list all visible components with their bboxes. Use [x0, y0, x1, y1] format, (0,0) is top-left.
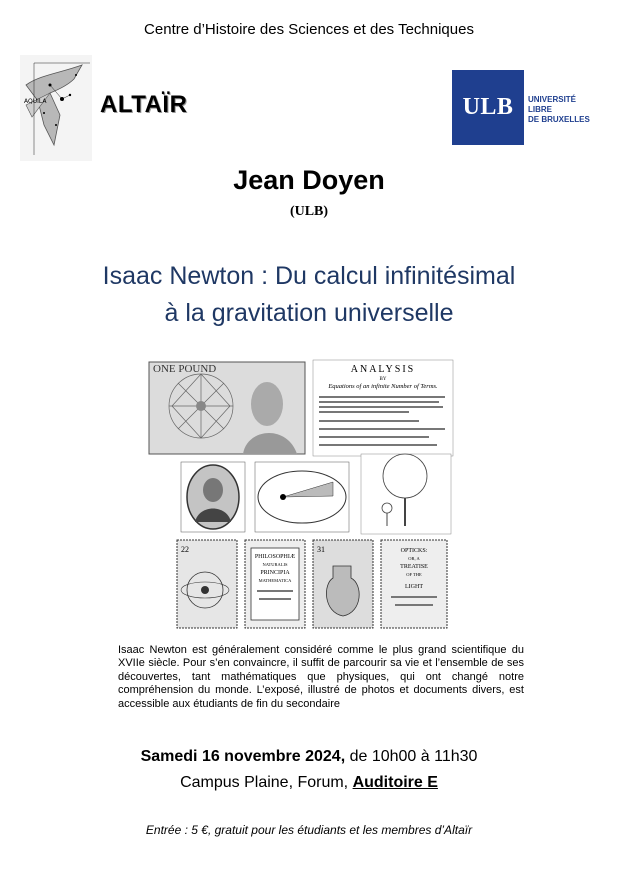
svg-text:MATHEMATICA: MATHEMATICA [258, 578, 292, 583]
ulb-fullname [528, 95, 590, 125]
svg-text:TREATISE: TREATISE [400, 564, 428, 570]
svg-text:BY: BY [379, 377, 387, 382]
ulb-line: DE BRUXELLES [528, 115, 590, 124]
svg-text:OPTICKS:: OPTICKS: [400, 548, 428, 554]
portrait-image [181, 462, 245, 532]
event-datetime [0, 748, 618, 766]
orbit-diagram-image [255, 462, 349, 532]
altair-name: ALTAÏR [100, 91, 188, 118]
svg-text:LIGHT: LIGHT [405, 584, 423, 590]
event-location [0, 774, 618, 792]
banknote-text: ONE POUND [153, 363, 217, 375]
svg-text:31: 31 [317, 545, 325, 554]
event-date: Samedi 16 novembre 2024, [140, 748, 346, 765]
speaker-affiliation: (ULB) [289, 204, 329, 219]
analysis-page-image [313, 360, 453, 456]
apple-tree-image [361, 454, 451, 534]
svg-text:PRINCIPIA: PRINCIPIA [260, 570, 290, 576]
svg-text:NATURALIS: NATURALIS [262, 562, 288, 567]
event-time: de 10h00 à 11h30 [345, 748, 478, 765]
svg-text:Equations of an infinite Numbe: Equations of an infinite Number of Terms. [328, 383, 438, 390]
newton-collage [147, 358, 455, 632]
svg-text:OR, A: OR, A [408, 556, 420, 561]
analysis-title: ANALYSIS [350, 364, 416, 375]
talk-title-line1: Isaac Newton : Du calcul infinitésimal [102, 262, 516, 290]
event-room: Auditoire E [352, 774, 438, 791]
altair-constellation-logo [20, 55, 92, 161]
ulb-logo [452, 70, 524, 145]
institution-header: Centre d’Histoire des Sciences et des Techniques [144, 21, 474, 38]
speaker-name: Jean Doyen [233, 165, 385, 195]
aquila-label: AQUILA [24, 98, 47, 105]
event-place: Campus Plaine, Forum, [180, 774, 353, 791]
stamp-principia-image [245, 540, 305, 628]
talk-description: Isaac Newton est généralement considéré comme le plus grand scientifique du XVIIe siècle. Pour s’en convaincre, il suffit de parcourir sa vie et l’ensemble de ses découvertes, tant mathématiques que physiques, qui ont changé notre compréhension du monde. L’exposé, illustré de photos et documents divers, est accessible aux étudiants de fin du secondaire [118, 644, 524, 710]
svg-text:PHILOSOPHIÆ: PHILOSOPHIÆ [254, 554, 296, 560]
talk-title-line2: à la gravitation universelle [164, 299, 454, 327]
svg-text:22: 22 [181, 545, 189, 554]
stamp-prism-image [313, 540, 373, 628]
svg-text:OF THE: OF THE [406, 572, 422, 577]
stamp-opticks-image [381, 540, 447, 628]
ulb-abbr: ULB [462, 94, 514, 120]
ulb-line: LIBRE [528, 105, 552, 114]
banknote-image [149, 362, 305, 454]
stamp-orrery-image [177, 540, 237, 628]
entry-fee: Entrée : 5 €, gratuit pour les étudiants et les membres d’Altaïr [145, 823, 473, 837]
ulb-line: UNIVERSITÉ [528, 95, 577, 104]
